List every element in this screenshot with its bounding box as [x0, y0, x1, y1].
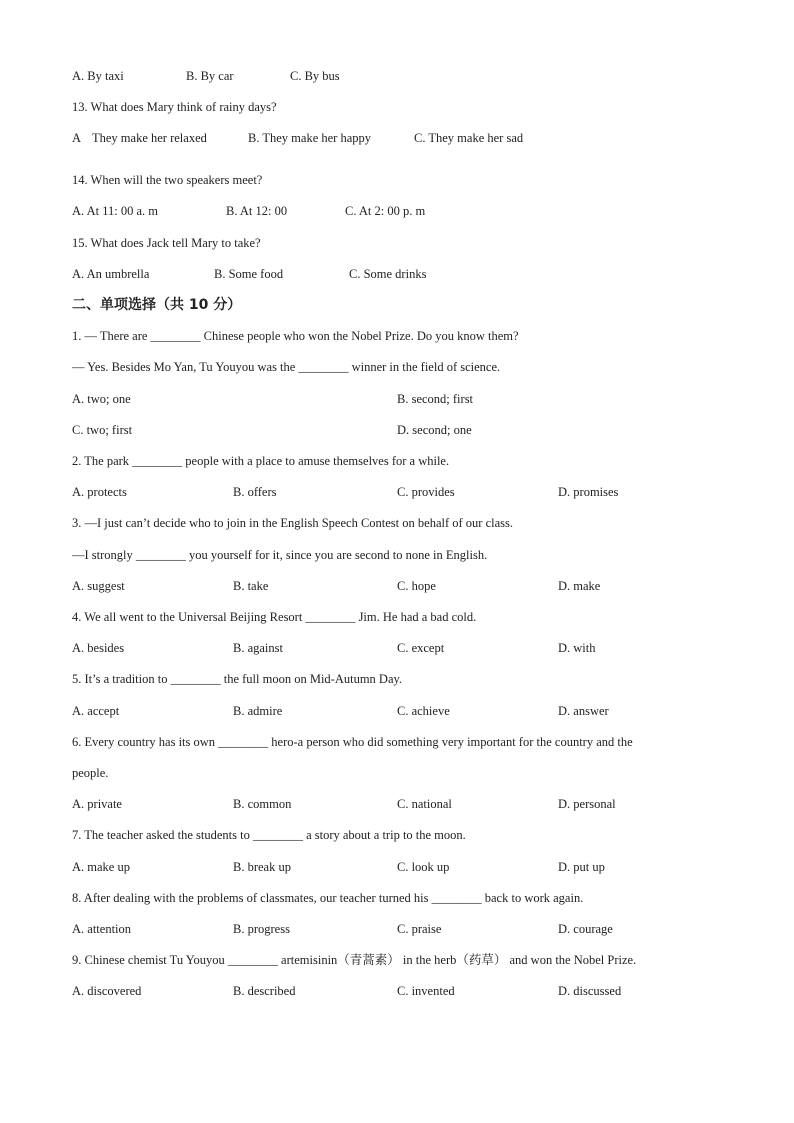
question-8-option-a: A. attention [72, 922, 132, 936]
q15-question: 15. What does Jack tell Mary to take? [72, 236, 261, 250]
q14-option-b: B. At 12: 00 [226, 204, 288, 218]
q15-option-b: B. Some food [214, 267, 284, 281]
question-2-option-b: B. offers [233, 485, 277, 499]
question-1-line-2: — Yes. Besides Mo Yan, Tu Youyou was the ________ winner in the field of science. [72, 360, 501, 374]
q14-question: 14. When will the two speakers meet? [72, 173, 263, 187]
question-6-option-c: C. national [397, 797, 452, 811]
question-1-option-c: C. two; first [72, 423, 133, 437]
question-6-option-a: A. private [72, 797, 122, 811]
question-3-option-c: C. hope [397, 579, 436, 593]
question-2-option-d: D. promises [558, 485, 619, 499]
question-7-option-a: A. make up [72, 860, 130, 874]
question-3-line-1: 3. —I just can’t decide who to join in the English Speech Contest on behalf of our class. [72, 516, 514, 530]
q12-option-b: B. By car [186, 69, 234, 83]
question-4-option-b: B. against [233, 641, 283, 655]
question-9-option-c: C. invented [397, 984, 455, 998]
question-5-option-b: B. admire [233, 704, 283, 718]
question-9-option-d: D. discussed [558, 984, 622, 998]
question-5-option-a: A. accept [72, 704, 120, 718]
question-6-option-b: B. common [233, 797, 292, 811]
question-2-option-c: C. provides [397, 485, 455, 499]
q14-option-a: A. At 11: 00 a. m [72, 204, 158, 218]
question-1-option-a: A. two; one [72, 392, 131, 406]
question-8-option-b: B. progress [233, 922, 290, 936]
question-9-option-b: B. described [233, 984, 296, 998]
question-8-line-1: 8. After dealing with the problems of classmates, our teacher turned his ________ back to work again. [72, 891, 584, 905]
section-title: 二、单项选择（共 10 分） [72, 297, 242, 313]
question-3-option-b: B. take [233, 579, 269, 593]
q12-option-c: C. By bus [290, 69, 340, 83]
question-4-option-c: C. except [397, 641, 445, 655]
question-4-line-1: 4. We all went to the Universal Beijing Resort ________ Jim. He had a bad cold. [72, 610, 477, 624]
question-7-option-b: B. break up [233, 860, 291, 874]
q13-option-a: They make her relaxed [92, 131, 207, 145]
question-3-line-2: —I strongly ________ you yourself for it, since you are second to none in English. [72, 548, 488, 562]
question-4-option-a: A. besides [72, 641, 125, 655]
question-7-option-d: D. put up [558, 860, 605, 874]
question-5-option-d: D. answer [558, 704, 609, 718]
q13-question: 13. What does Mary think of rainy days? [72, 100, 277, 114]
question-9-line-1: 9. Chinese chemist Tu Youyou ________ artemisinin（青蒿素） in the herb（药草） and won the Nobel Prize. [72, 953, 637, 967]
q15-option-a: A. An umbrella [72, 267, 150, 281]
question-3-option-d: D. make [558, 579, 601, 593]
question-1-line-1: 1. — There are ________ Chinese people who won the Nobel Prize. Do you know them? [72, 329, 519, 343]
question-2-line-1: 2. The park ________ people with a place to amuse themselves for a while. [72, 454, 450, 468]
question-7-option-c: C. look up [397, 860, 450, 874]
q12-option-a: A. By taxi [72, 69, 124, 83]
question-6-line-1: 6. Every country has its own ________ hero-a person who did something very important for the country and the [72, 735, 633, 749]
question-4-option-d: D. with [558, 641, 596, 655]
question-8-option-c: C. praise [397, 922, 442, 936]
q13-option-a-letter: A [72, 131, 82, 145]
question-9-option-a: A. discovered [72, 984, 142, 998]
question-7-line-1: 7. The teacher asked the students to ________ a story about a trip to the moon. [72, 828, 466, 842]
question-1-option-d: D. second; one [397, 423, 472, 437]
question-6-line-2: people. [72, 766, 109, 780]
q13-option-b: B. They make her happy [248, 131, 371, 145]
question-5-option-c: C. achieve [397, 704, 450, 718]
question-5-line-1: 5. It’s a tradition to ________ the full moon on Mid-Autumn Day. [72, 672, 403, 686]
q14-option-c: C. At 2: 00 p. m [345, 204, 426, 218]
question-3-option-a: A. suggest [72, 579, 125, 593]
q15-option-c: C. Some drinks [349, 267, 427, 281]
question-8-option-d: D. courage [558, 922, 613, 936]
question-1-option-b: B. second; first [397, 392, 474, 406]
question-6-option-d: D. personal [558, 797, 616, 811]
question-2-option-a: A. protects [72, 485, 127, 499]
q13-option-c: C. They make her sad [414, 131, 524, 145]
